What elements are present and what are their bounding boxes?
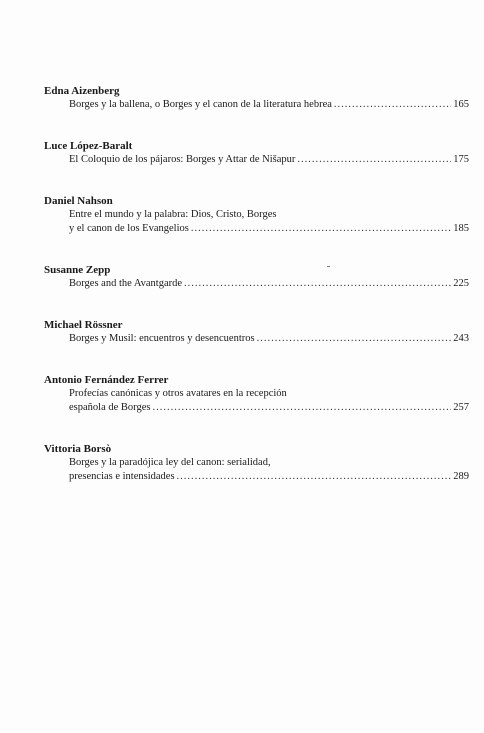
toc-page-number: 165	[453, 99, 469, 110]
toc-entry	[44, 263, 469, 291]
toc-title	[69, 208, 469, 236]
table-of-contents	[44, 84, 469, 484]
toc-title-text: Borges y la ballena, o Borges y el canon de la literatura hebrea	[69, 99, 332, 110]
toc-title-text: Borges y Musil: encuentros y desencuentros	[69, 333, 255, 344]
toc-author: Antonio Fernández Ferrer	[44, 374, 169, 386]
dot-leader	[191, 222, 451, 236]
toc-title-line: Entre el mundo y la palabra: Dios, Cristo, Borges	[69, 209, 277, 220]
toc-author: Susanne Zepp	[44, 264, 111, 276]
toc-title-text: Borges and the Avantgarde	[69, 278, 183, 289]
toc-title-line: Profecías canónicas y otros avatares en la recepción	[69, 388, 287, 399]
toc-page-number: 289	[453, 471, 469, 482]
toc-page-number: 225	[453, 278, 469, 289]
toc-title	[69, 153, 469, 167]
toc-title-text: presencias e intensidades	[69, 471, 175, 482]
toc-title	[69, 456, 469, 484]
toc-title-line	[69, 98, 469, 112]
toc-title-line: Borges y la paradójica ley del canon: serialidad,	[69, 457, 271, 468]
toc-author: Michael Rössner	[44, 319, 123, 331]
toc-page-number: 185	[453, 223, 469, 234]
toc-entry	[44, 84, 469, 112]
toc-title-line	[69, 222, 469, 236]
toc-title	[69, 277, 469, 291]
toc-title-line	[69, 153, 469, 167]
toc-title-text: española de Borges	[69, 402, 151, 413]
dot-leader	[152, 401, 451, 415]
toc-page-number: 243	[453, 333, 469, 344]
toc-page-number: 257	[453, 402, 469, 413]
toc-title-text: El Coloquio de los pájaros: Borges y Attar de Nišapur	[69, 154, 296, 165]
toc-entry	[44, 194, 469, 236]
toc-entry	[44, 442, 469, 484]
dot-leader	[184, 277, 451, 291]
dot-leader	[257, 332, 452, 346]
toc-author: Edna Aizenberg	[44, 85, 120, 97]
toc-entry	[44, 318, 469, 346]
dot-leader	[297, 153, 451, 167]
toc-title	[69, 332, 469, 346]
toc-author: Vittoria Borsò	[44, 443, 112, 455]
toc-author: Daniel Nahson	[44, 195, 113, 207]
dot-leader	[334, 98, 451, 112]
toc-author: Luce López-Baralt	[44, 140, 133, 152]
scan-speck	[327, 266, 330, 267]
dot-leader	[177, 470, 452, 484]
toc-entry	[44, 373, 469, 415]
toc-title-line	[69, 470, 469, 484]
toc-title-line	[69, 332, 469, 346]
toc-title-text: y el canon de los Evangelios	[69, 223, 189, 234]
toc-title	[69, 387, 469, 415]
toc-title-line	[69, 277, 469, 291]
toc-entry	[44, 139, 469, 167]
toc-page-number: 175	[453, 154, 469, 165]
toc-title	[69, 98, 469, 112]
toc-title-line	[69, 401, 469, 415]
